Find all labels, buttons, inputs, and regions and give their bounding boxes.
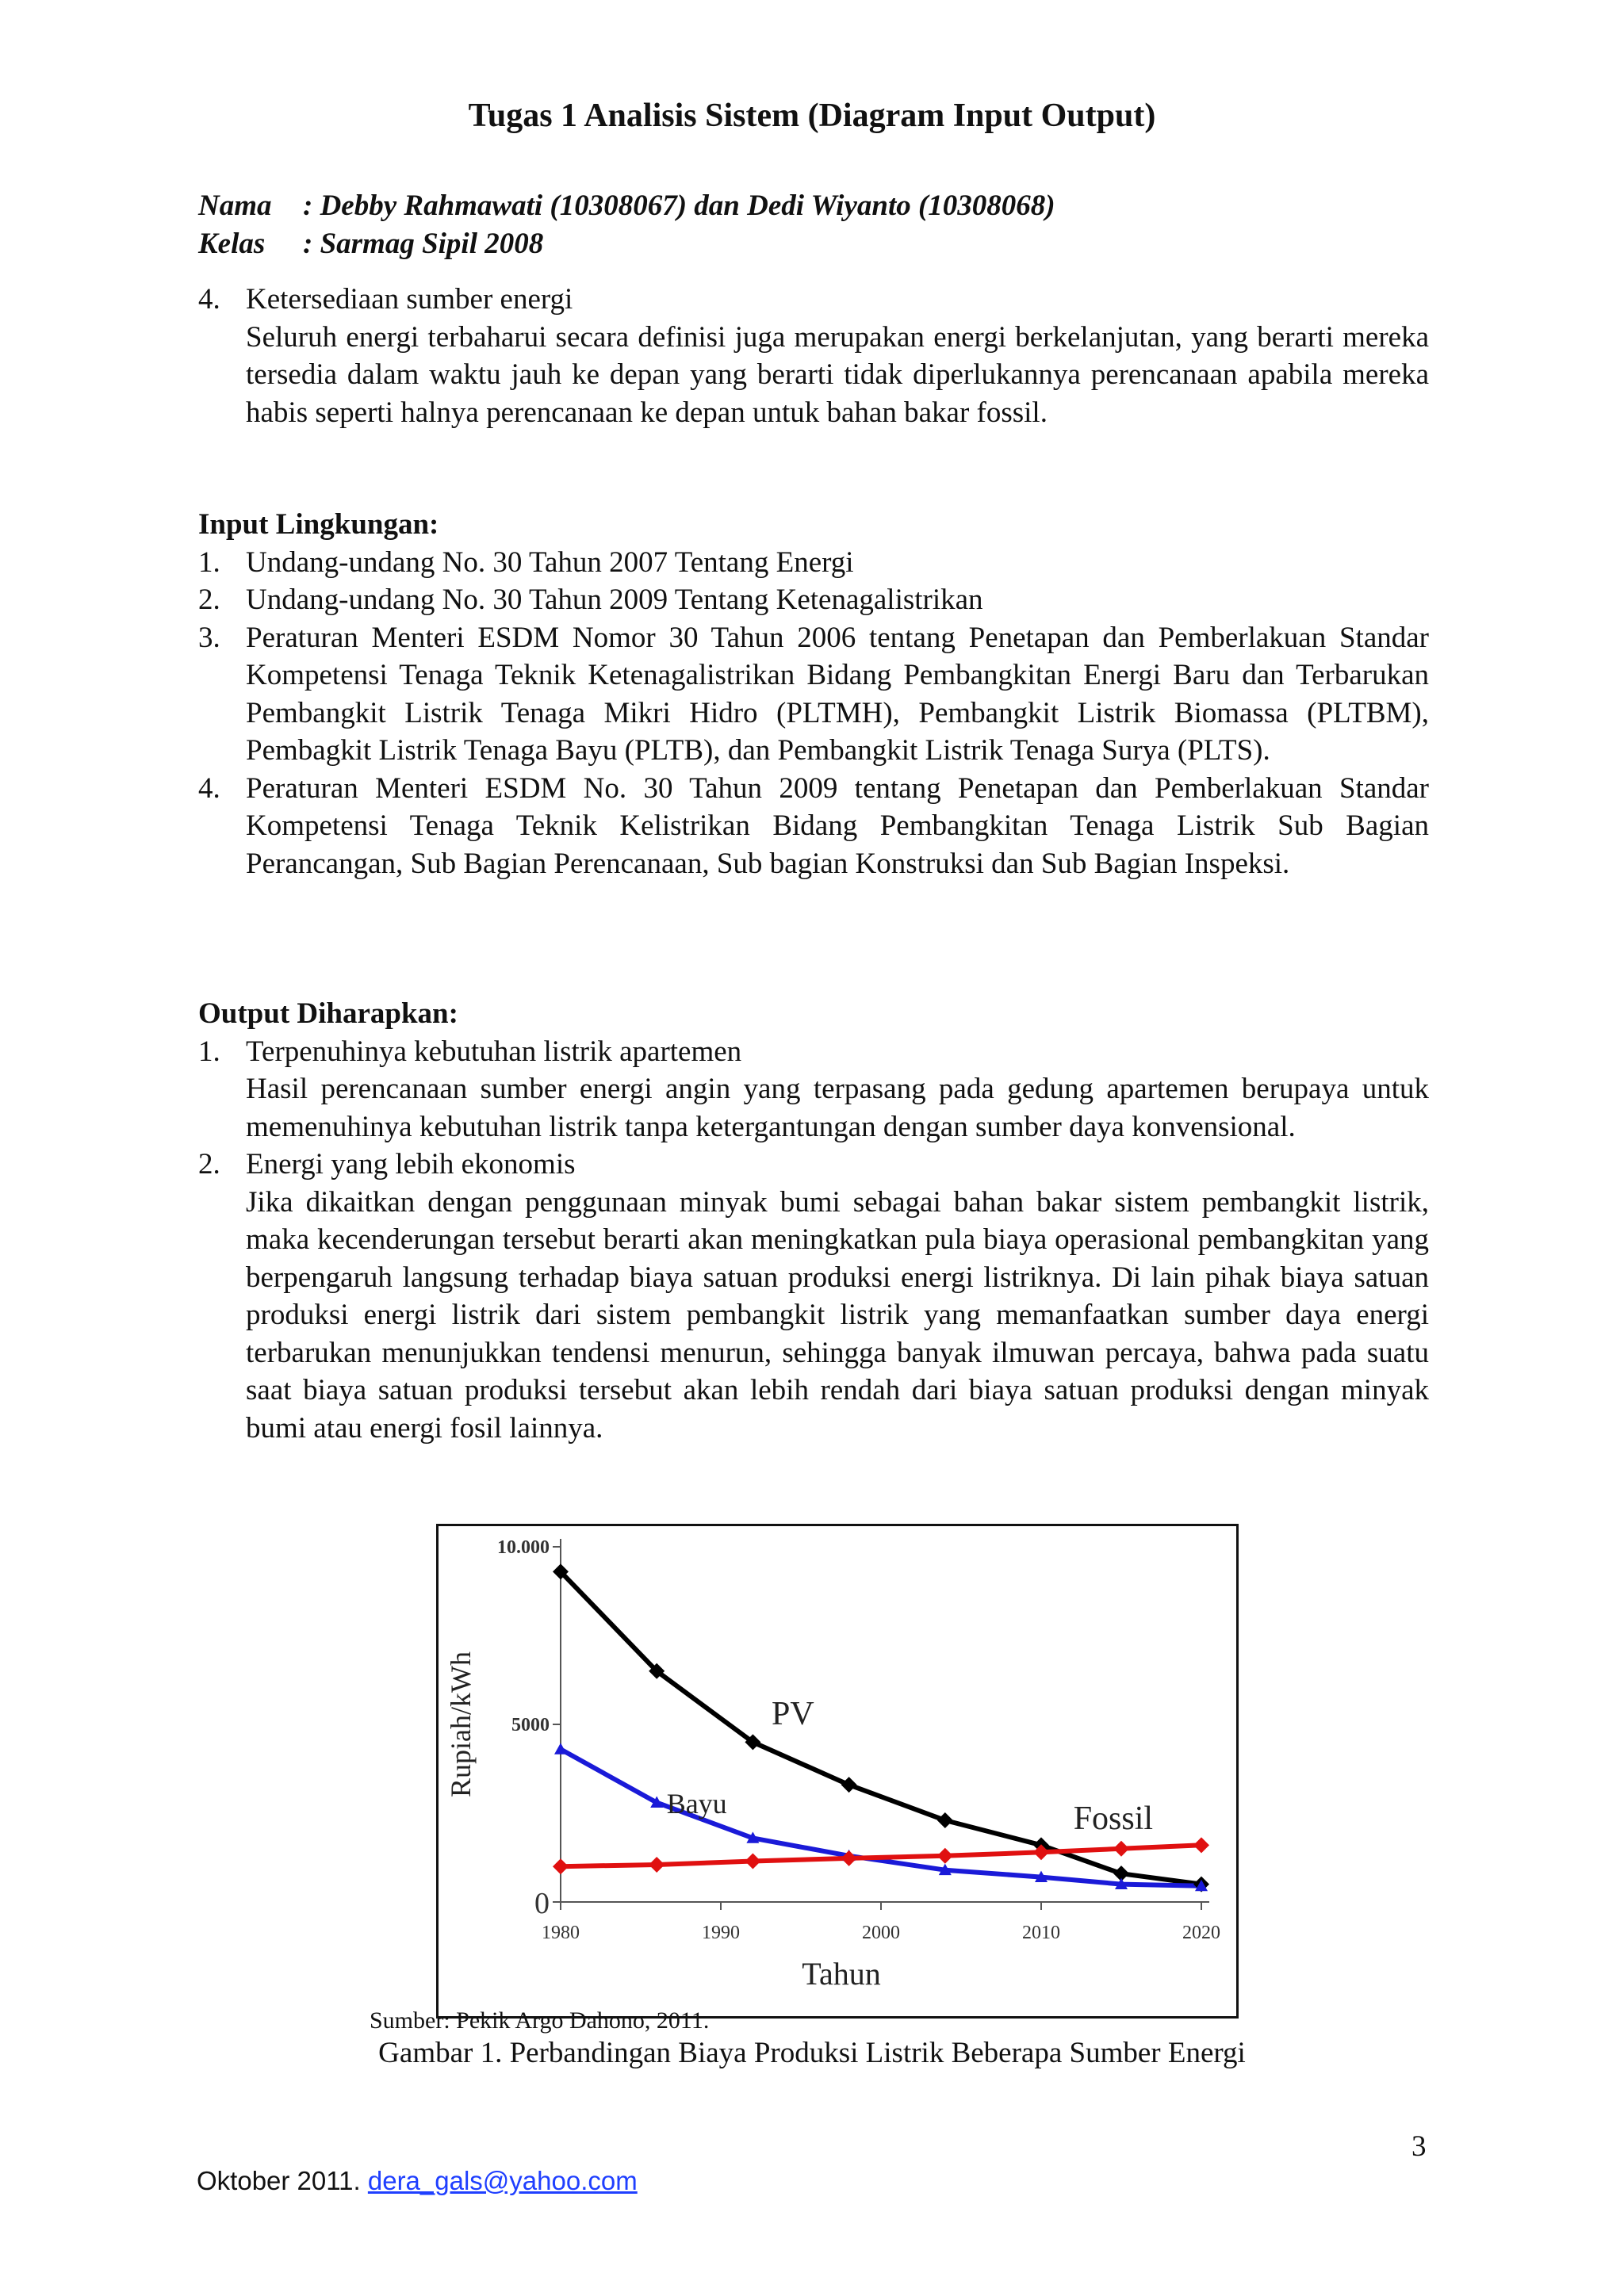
- x-tick-label: 2020: [1182, 1923, 1220, 1943]
- x-tick-label: 2000: [862, 1923, 900, 1943]
- page-number: 3: [1411, 2130, 1427, 2163]
- section-input-lingkungan: [198, 506, 1429, 882]
- list-number: 1.: [198, 1035, 220, 1068]
- list-item: [198, 1033, 1429, 1146]
- series-label-fossil: Fossil: [1073, 1800, 1154, 1838]
- data-point-pv: [937, 1812, 953, 1828]
- y-tick-label: 0: [534, 1887, 550, 1920]
- y-tick-label: 10.000: [497, 1537, 550, 1558]
- data-point-bayu: [554, 1743, 567, 1754]
- list-title: Terpenuhinya kebutuhan listrik apartemen: [246, 1035, 742, 1068]
- list-body: Hasil perencanaan sumber energi angin yang terpasang pada gedung apartemen berupaya untuk memenuhinya kebutuhan listrik tanpa ketergantungan dengan sumber daya konvensional.: [246, 1073, 1429, 1143]
- series-line-pv: [561, 1571, 1201, 1884]
- chart-svg: [439, 1526, 1236, 2016]
- y-axis-label: Rupiah/kWh: [445, 1651, 477, 1797]
- section-body: Seluruh energi terbaharui secara definisi juga merupakan energi berkelanjutan, yang berarti mereka tersedia dalam waktu jauh ke depan yang berarti tidak diperlukannya perencanaan apabila mereka habis seperti halnya perencanaan ke depan untuk bahan bakar fossil.: [246, 320, 1429, 429]
- list-number: 2.: [198, 1148, 220, 1181]
- footer-date: Oktober 2011.: [197, 2166, 361, 2195]
- list-number: 4.: [198, 283, 220, 316]
- list-item: [198, 581, 1429, 619]
- list-item: [198, 770, 1429, 883]
- list-item: [198, 1146, 1429, 1447]
- list-title: Energi yang lebih ekonomis: [246, 1148, 576, 1181]
- input-heading: Input Lingkungan:: [198, 508, 439, 541]
- list-body: Jika dikaitkan dengan penggunaan minyak bumi sebagai bahan bakar sistem pembangkit listrik, maka kecenderungan tersebut berarti akan meningkatkan pula biaya operasional pembangkitan yang berpengaruh langsung terhadap biaya satuan produksi energi listriknya. Di lain pihak biaya satuan produksi energi listrik dari sistem pembangkit listrik yang memanfaatkan sumber daya energi terbarukan menunjukkan tendensi menurun, sehingga banyak ilmuwan percaya, bahwa pada suatu saat biaya satuan produksi tersebut akan lebih rendah dari biaya satuan produksi dengan minyak bumi atau energi fosil lainnya.: [246, 1185, 1429, 1445]
- list-text: Peraturan Menteri ESDM No. 30 Tahun 2009 tentang Penetapan dan Pemberlakuan Standar Kompetensi Tenaga Teknik Kelistrikan Bidang Pembangkitan Tenaga Listrik Sub Bagian Perancangan, Sub Bagian Perencanaan, Sub bagian Konstruksi dan Sub Bagian Inspeksi.: [246, 771, 1429, 880]
- list-text: Undang-undang No. 30 Tahun 2009 Tentang Ketenagalistrikan: [246, 584, 983, 616]
- data-point-pv: [841, 1777, 857, 1793]
- nama-label: Nama: [198, 189, 272, 222]
- y-tick-label: 5000: [511, 1715, 550, 1735]
- page-footer: [197, 2166, 638, 2196]
- list-item: [198, 281, 1429, 431]
- figure-source: Sumber: Pekik Argo Dahono, 2011.: [370, 2007, 710, 2034]
- data-point-fossil: [553, 1858, 569, 1874]
- section-ketersediaan: [198, 281, 1429, 431]
- list-number: 2.: [198, 584, 220, 616]
- figure-caption: Gambar 1. Perbandingan Biaya Produksi Listrik Beberapa Sumber Energi: [378, 2037, 1246, 2069]
- data-point-fossil: [1113, 1841, 1129, 1857]
- kelas-value: : Sarmag Sipil 2008: [303, 228, 544, 260]
- data-point-fossil: [745, 1853, 760, 1869]
- kelas-row: [198, 227, 543, 261]
- section-output-diharapkan: [198, 995, 1429, 1447]
- data-point-fossil: [1193, 1837, 1209, 1853]
- series-label-pv: PV: [772, 1696, 814, 1732]
- list-text: Peraturan Menteri ESDM Nomor 30 Tahun 2006 tentang Penetapan dan Pemberlakuan Standar Kompetensi Tenaga Teknik Ketenagalistrikan Bidang Pembangkitan Energi Baru dan Terbarukan Pembangkit Listrik Tenaga Mikri Hidro (PLTMH), Pembangkit Listrik Biomassa (PLTBM), Pembagkit Listrik Tenaga Bayu (PLTB), dan Pembangkit Listrik Tenaga Surya (PLTS).: [246, 621, 1429, 767]
- list-number: 4.: [198, 771, 220, 805]
- nama-value: : Debby Rahmawati (10308067) dan Dedi Wiyanto (10308068): [303, 189, 1055, 222]
- page-title: Tugas 1 Analisis Sistem (Diagram Input Output): [468, 98, 1156, 134]
- x-axis-label: Tahun: [802, 1956, 881, 1992]
- series-label-bayu: Bayu: [666, 1788, 727, 1820]
- list-number: 1.: [198, 545, 220, 579]
- list-number: 3.: [198, 621, 220, 654]
- kelas-label: Kelas: [198, 228, 266, 260]
- footer-email-link[interactable]: dera_gals@yahoo.com: [367, 2166, 638, 2195]
- section-heading: Ketersediaan sumber energi: [246, 283, 573, 316]
- x-tick-label: 2010: [1022, 1923, 1060, 1943]
- nama-row: [198, 189, 1055, 223]
- list-text: Undang-undang No. 30 Tahun 2007 Tentang Energi: [246, 545, 854, 579]
- cost-comparison-chart: [436, 1524, 1239, 2019]
- x-tick-label: 1990: [702, 1923, 740, 1943]
- list-item: [198, 544, 1429, 582]
- data-point-fossil: [937, 1848, 953, 1864]
- output-heading: Output Diharapkan:: [198, 997, 458, 1030]
- list-item: [198, 619, 1429, 770]
- data-point-fossil: [649, 1857, 665, 1873]
- x-tick-label: 1980: [542, 1923, 580, 1943]
